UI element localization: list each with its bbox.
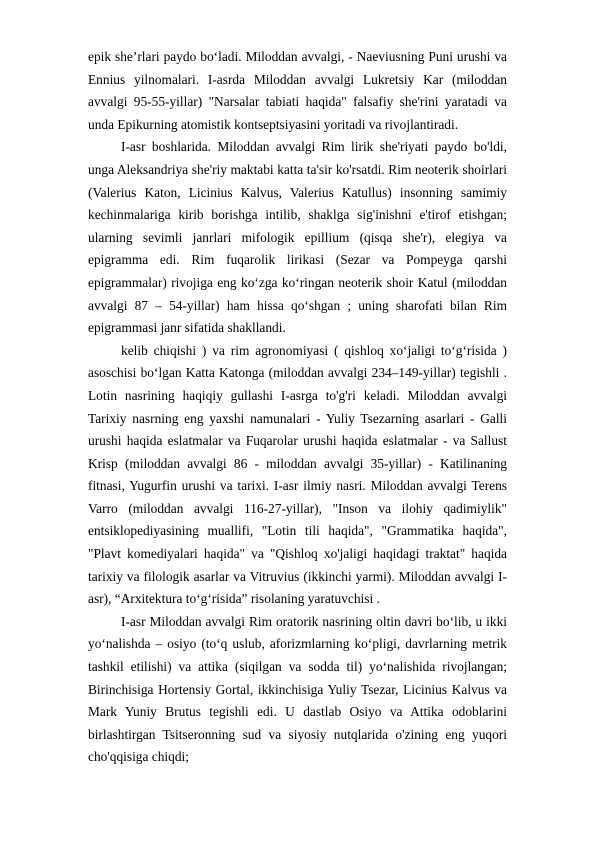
paragraph-2: I-asr boshlarida. Miloddan avvalgi Rim lirik she'riyati paydo bo'ldi, unga Aleksandriya she'riy maktabi katta ta'sir ko'rsatdi. Rim neoterik shoirlari (Valerius Katon, Licinius Kalvus, Valerius Katullus) insonning samimiy kechinmalariga kirib borishga intilib, shaklga sig'inishni e'tirof etishgan; ularning sevimli janrlari mifologik epillium (qisqa she'r), elegiya va epigramma edi. Rim fuqarolik lirikasi (Sezar va Pompeyga qarshi epigrammalar) rivojiga eng ko‘zga ko‘ringan neoterik shoir Katul (miloddan avvalgi 87 – 54-yillar) ham hissa qo‘shgan ; uning sharofati bilan Rim epigrammasi janr sifatida shakllandi.	[88, 139, 507, 336]
paragraph-1: epik she’rlari paydo bo‘ladi. Miloddan avvalgi, - Naeviusning Puni urushi va Ennius yilnomalari. I-asrda Miloddan avvalgi Lukretsiy Kar (miloddan avvalgi 95-55-yillar) "Narsalar tabiati haqida" falsafiy she'rini yaratadi va unda Epikurning atomistik kontseptsiyasini yoritadi va rivojlantiradi.	[88, 49, 507, 132]
document-page	[88, 46, 507, 769]
paragraph-3: kelib chiqishi ) va rim agronomiyasi ( qishloq xo‘jaligi to‘g‘risida ) asoschisi bo‘lgan Katta Katonga (miloddan avvalgi 234–149-yillar) tegishli . Lotin nasrining haqiqiy gullashi I-asrga to'g'ri keladi. Miloddan avvalgi Tarixiy nasrning eng yaxshi namunalari - Yuliy Tsezarning asarlari - Galli urushi haqida eslatmalar va Fuqarolar urushi haqida eslatmalar - va Sallust Krisp (miloddan avvalgi 86 - miloddan avvalgi 35-yillar) - Katilinaning fitnasi, Yugurfin urushi va tarixi. I-asr ilmiy nasri. Miloddan avvalgi Terens Varro (miloddan avvalgi 116-27-yillar), "Inson va ilohiy qadimiylik" entsiklopediyasining muallifi, "Lotin tili haqida", "Grammatika haqida", "Plavt komediyalari haqida" va "Qishloq xo'jaligi haqidagi traktat" haqida tarixiy va filologik asarlar va Vitruvius (ikkinchi yarmi). Miloddan avvalgi I-asr), “Arxitektura to‘g‘risida” risolaning yaratuvchisi .	[88, 342, 507, 607]
paragraph-4: I-asr Miloddan avvalgi Rim oratorik nasrining oltin davri bo‘lib, u ikki yo‘nalishda – osiyo (to‘q uslub, aforizmlarning ko‘pligi, davrlarning metrik tashkil etilishi) va attika (siqilgan va sodda til) yo‘nalishida rivojlangan; Birinchisiga Hortensiy Gortal, ikkinchisiga Yuliy Tsezar, Licinius Kalvus va Mark Yuniy Brutus tegishli edi. U dastlab Osiyo va Attika odoblarini birlashtirgan Tsitseronning sud va siyosiy nutqlarida o'zining eng yuqori cho'qqisiga chiqdi;	[88, 613, 507, 765]
